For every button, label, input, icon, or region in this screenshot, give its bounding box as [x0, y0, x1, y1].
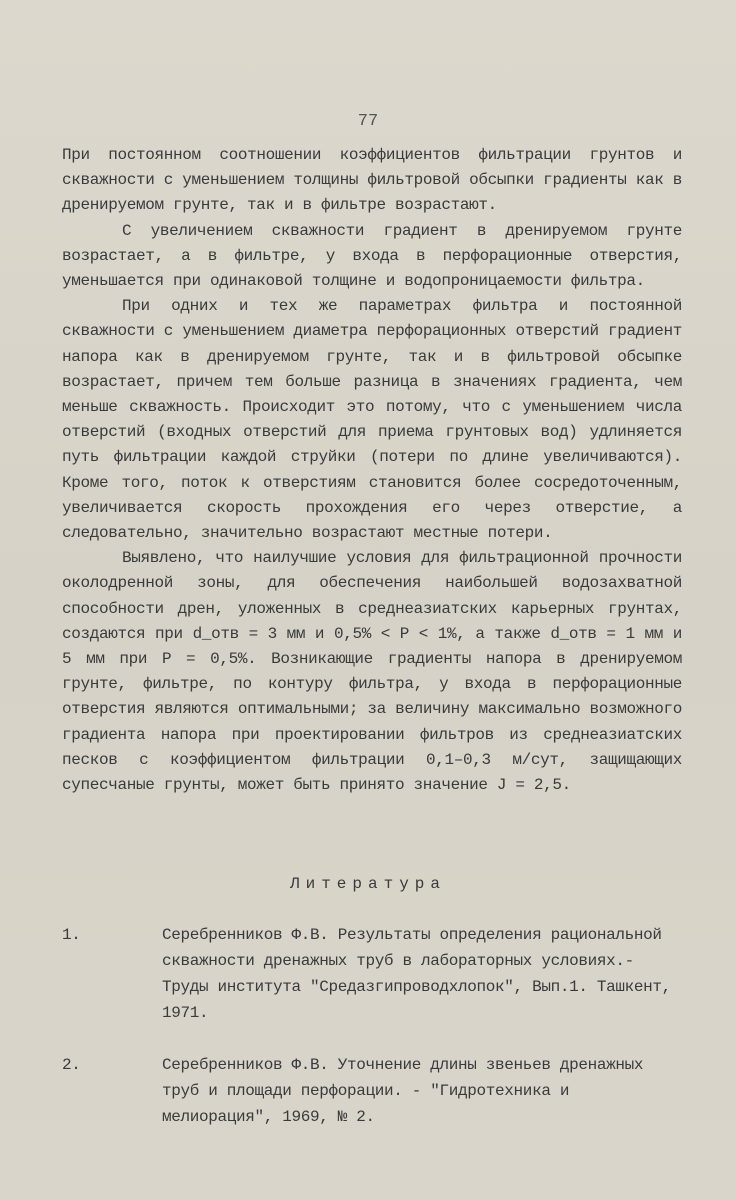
reference-list: [62, 922, 682, 1156]
paragraph-3: При одних и тех же параметрах фильтра и постоянной скважности с уменьшением диаметра перфорационных отверстий градиент напора как в дренируемом грунте, так и в фильтровой обсыпке возрастает, причем тем больше разница в значениях градиента, чем меньше скважность. Происходит это потому, что с уменьшением числа отверстий (входных отверстий для приема грунтовых вод) удлиняется путь фильтрации каждой струйки (потери по длине увеличиваются). Кроме того, поток к отверстиям становится более сосредоточенным, увеличивается скорость прохождения его через отверстие, а следовательно, значительно возрастают местные потери.: [62, 297, 682, 543]
page-number: 77: [357, 112, 379, 131]
reference-text: Серебренников Ф.В. Результаты определения рациональной скважности дренажных труб в лабораторных условиях.- Труды института "Средазгипроводхлопок", Вып.1. Ташкент, 1971.: [162, 926, 671, 1022]
literature-heading: Литература: [289, 875, 446, 893]
paragraph-2: С увеличением скважности градиент в дренируемом грунте возрастает, а в фильтре, у входа в перфорационные отверстия, уменьшается при одинаковой толщине и водопроницаемости фильтра.: [62, 221, 682, 291]
reference-number: 2.: [62, 1056, 81, 1074]
body-text: [62, 143, 682, 798]
reference-text: Серебренников Ф.В. Уточнение длины звеньев дренажных труб и площади перфорации. - "Гидротехника и мелиорация", 1969, № 2.: [162, 1056, 644, 1126]
reference-item-2: [62, 1052, 682, 1130]
reference-item-1: [62, 922, 682, 1026]
paragraph-1: При постоянном соотношении коэффициентов фильтрации грунтов и скважности с уменьшением толщины фильтровой обсыпки градиенты как в дренируемом грунте, так и в фильтре возрастают.: [62, 146, 682, 215]
paragraph-4: Выявлено, что наилучшие условия для фильтрационной прочности околодренной зоны, для обеспечения наибольшей водозахватной способности дрен, уложенных в среднеазиатских карьерных грунтах, создаются при d_отв = 3 мм и 0,5% < P < 1%, а также d_отв = 1 мм и 5 мм при P = 0,5%. Возникающие градиенты напора в дренируемом грунте, фильтре, по контуру фильтра, у входа в перфорационные отверстия являются оптимальными; за величину максимально возможного градиента напора при проектировании фильтров из среднеазиатских песков с коэффициентом фильтрации 0,1–0,3 м/сут, защищающих супесчаные грунты, может быть принято значение J = 2,5.: [62, 549, 682, 795]
reference-number: 1.: [62, 926, 81, 944]
